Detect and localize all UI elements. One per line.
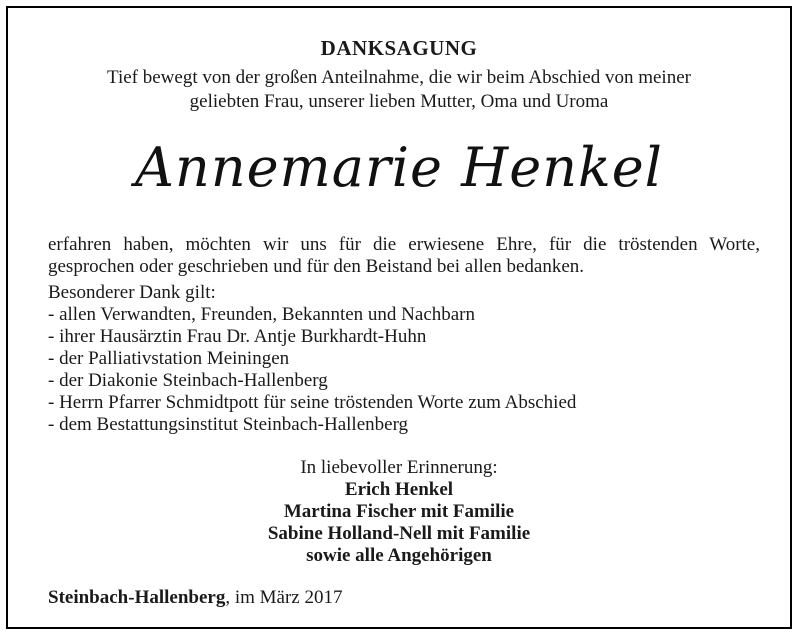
closing-intro: In liebevoller Erinnerung:: [300, 457, 498, 478]
list-item: - der Palliativstation Meiningen: [48, 348, 290, 369]
thanks-body: erfahren haben, möchten wir uns für die erwiesene Ehre, für die tröstenden Worte, gesprochen oder geschrieben und für den Beistand bei allen bedanken.: [48, 234, 760, 277]
obituary-notice: [6, 6, 792, 629]
place-and-date: [48, 587, 343, 609]
place: Steinbach-Hallenberg: [48, 587, 226, 608]
mourner-name: Erich Henkel: [344, 479, 454, 500]
mourner-name: Sabine Holland-Nell mit Familie: [267, 523, 531, 544]
list-item: - allen Verwandten, Freunden, Bekannten und Nachbarn: [48, 304, 476, 325]
intro-text: [8, 66, 790, 114]
intro-line: geliebten Frau, unserer lieben Mutter, Oma und Uroma: [189, 91, 609, 112]
mourner-name: sowie alle Angehörigen: [306, 545, 492, 566]
date: , im März 2017: [225, 587, 343, 608]
special-thanks-heading: Besonderer Dank gilt:: [48, 282, 216, 303]
special-thanks-list: [48, 304, 576, 436]
intro-line: Tief bewegt von der großen Anteilnahme, die wir beim Abschied von meiner: [107, 67, 691, 88]
list-item: - Herrn Pfarrer Schmidtpott für seine tröstenden Worte zum Abschied: [48, 392, 577, 413]
list-item: - der Diakonie Steinbach-Hallenberg: [48, 370, 328, 391]
list-item: - ihrer Hausärztin Frau Dr. Antje Burkhardt-Huhn: [48, 326, 427, 347]
notice-heading: DANKSAGUNG: [320, 36, 478, 60]
list-item: - dem Bestattungsinstitut Steinbach-Hallenberg: [48, 414, 409, 435]
deceased-name: Annemarie Henkel: [135, 136, 663, 199]
mourner-name: Martina Fischer mit Familie: [283, 501, 515, 522]
closing-block: [8, 457, 790, 567]
